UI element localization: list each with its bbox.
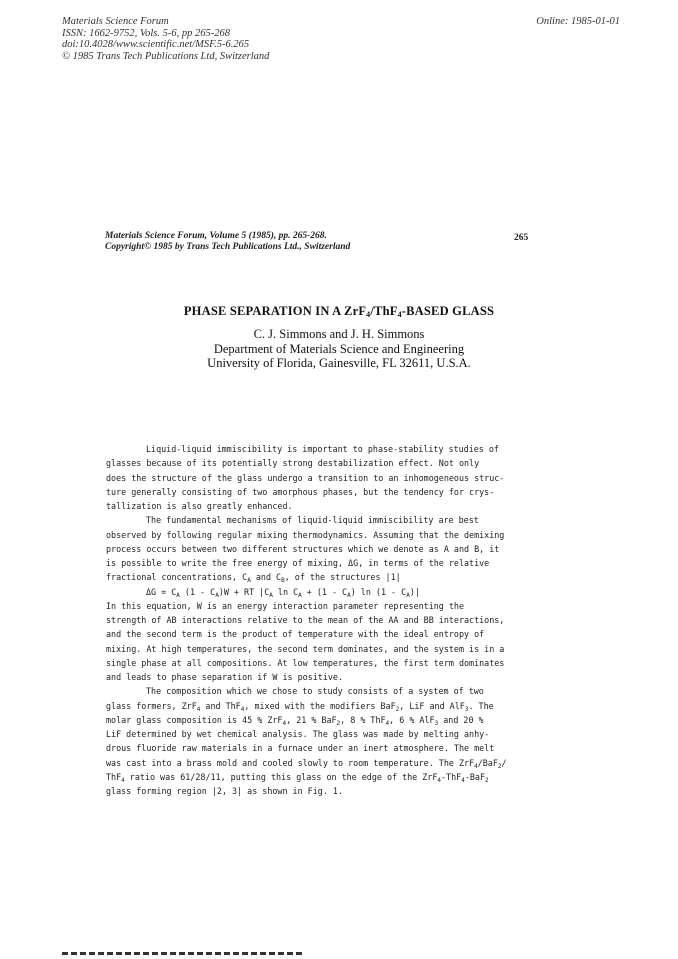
text-line: glass formers, ZrF$_4$ and ThF$_4$, mixed with the modifiers BaF$_2$, LiF and AlF$_3$. The — [106, 700, 494, 713]
text-line: and leads to phase separation if W is positive. — [106, 672, 343, 682]
journal-volume-line: Materials Science Forum, Volume 5 (1985), pp. 265-268. — [105, 231, 327, 241]
text-line: glasses because of its potentially strong destabilization effect. Not only — [106, 458, 480, 469]
text-line: is possible to write the free energy of mixing, ΔG, in terms of the relative — [106, 558, 490, 568]
text-line: The fundamental mechanisms of liquid-liquid immiscibility are best — [146, 515, 479, 526]
header-doi[interactable]: doi:10.4028/www.scientific.net/MSF.5-6.265 — [62, 39, 250, 50]
text-line: ThF$_4$ ratio was 61/28/11, putting this glass on the edge of the ZrF$_4$-ThF$_4$-BaF$_2$ — [106, 771, 489, 784]
text-line: LiF determined by wet chemical analysis. The glass was made by melting anhy- — [106, 729, 490, 739]
author-names: C. J. Simmons and J. H. Simmons — [253, 327, 425, 341]
text-line: glass forming region |2, 3| as shown in Fig. 1. — [106, 786, 343, 796]
header-issn: ISSN: 1662-9752, Vols. 5-6, pp 265-268 — [62, 27, 230, 39]
text-line: molar glass composition is 45 % ZrF$_4$, 21 % BaF$_2$, 8 % ThF$_4$, 6 % AlF$_3$ and 20 % — [106, 714, 484, 727]
online-date: Online: 1985-01-01 — [536, 16, 620, 27]
text-line: ture generally consisting of two amorphous phases, but the tendency for crys- — [106, 486, 495, 497]
publication-header — [62, 16, 269, 62]
text-line: strength of AB interactions relative to the mean of the AA and BB interactions, — [106, 615, 505, 625]
journal-copyright-line: Copyright© 1985 by Trans Tech Publications Ltd., Switzerland — [105, 242, 351, 252]
text-line: process occurs between two different structures which we denote as A and B, it — [106, 543, 500, 554]
text-line: drous fluoride raw materials in a furnace under an inert atmosphere. The melt — [106, 743, 495, 754]
text-line: The composition which we chose to study consists of a system of two — [146, 686, 484, 697]
text-line: tallization is also greatly enhanced. — [106, 501, 293, 511]
journal-citation — [105, 231, 350, 253]
body-text — [106, 442, 546, 798]
text-line: observed by following regular mixing thermodynamics. Assuming that the demixing — [106, 529, 505, 540]
author-department: Department of Materials Science and Engineering — [213, 341, 465, 356]
text-line: does the structure of the glass undergo a transition to an inhomogeneous struc- — [106, 472, 505, 483]
text-line: mixing. At high temperatures, the second term dominates, and the system is in a — [106, 643, 505, 654]
author-affiliation: University of Florida, Gainesville, FL 32611, U.S.A. — [207, 356, 471, 370]
author-block — [0, 327, 678, 371]
free-energy-equation: $\Delta G = C_A$ $(1 - C_A)W$ + RT $|C_A$ $\ln C_A + (1 - C_A)$ $\ln (1 - C_A)|$ — [146, 586, 420, 599]
header-journal: Materials Science Forum — [62, 16, 169, 27]
paper-title: PHASE SEPARATION IN A ZrF$_4$/ThF$_4$-BASED GLASS — [183, 304, 495, 319]
footer-rule — [62, 952, 302, 955]
header-copyright: © 1985 Trans Tech Publications Ltd, Switzerland — [62, 50, 270, 62]
page-number: 265 — [514, 233, 529, 243]
text-line: was cast into a brass mold and cooled slowly to room temperature. The ZrF$_4$/BaF$_2$/ — [106, 757, 507, 770]
text-line: fractional concentrations, $C_A$ and $C_B$, of the structures |1| — [106, 572, 401, 585]
text-line: and the second term is the product of temperature with the ideal entropy of — [106, 629, 485, 640]
text-line: Liquid-liquid immiscibility is important to phase-stability studies of — [146, 444, 499, 454]
text-line: In this equation, W is an energy interaction parameter representing the — [106, 600, 464, 611]
text-line: single phase at all compositions. At low temperatures, the first term dominates — [106, 657, 505, 668]
